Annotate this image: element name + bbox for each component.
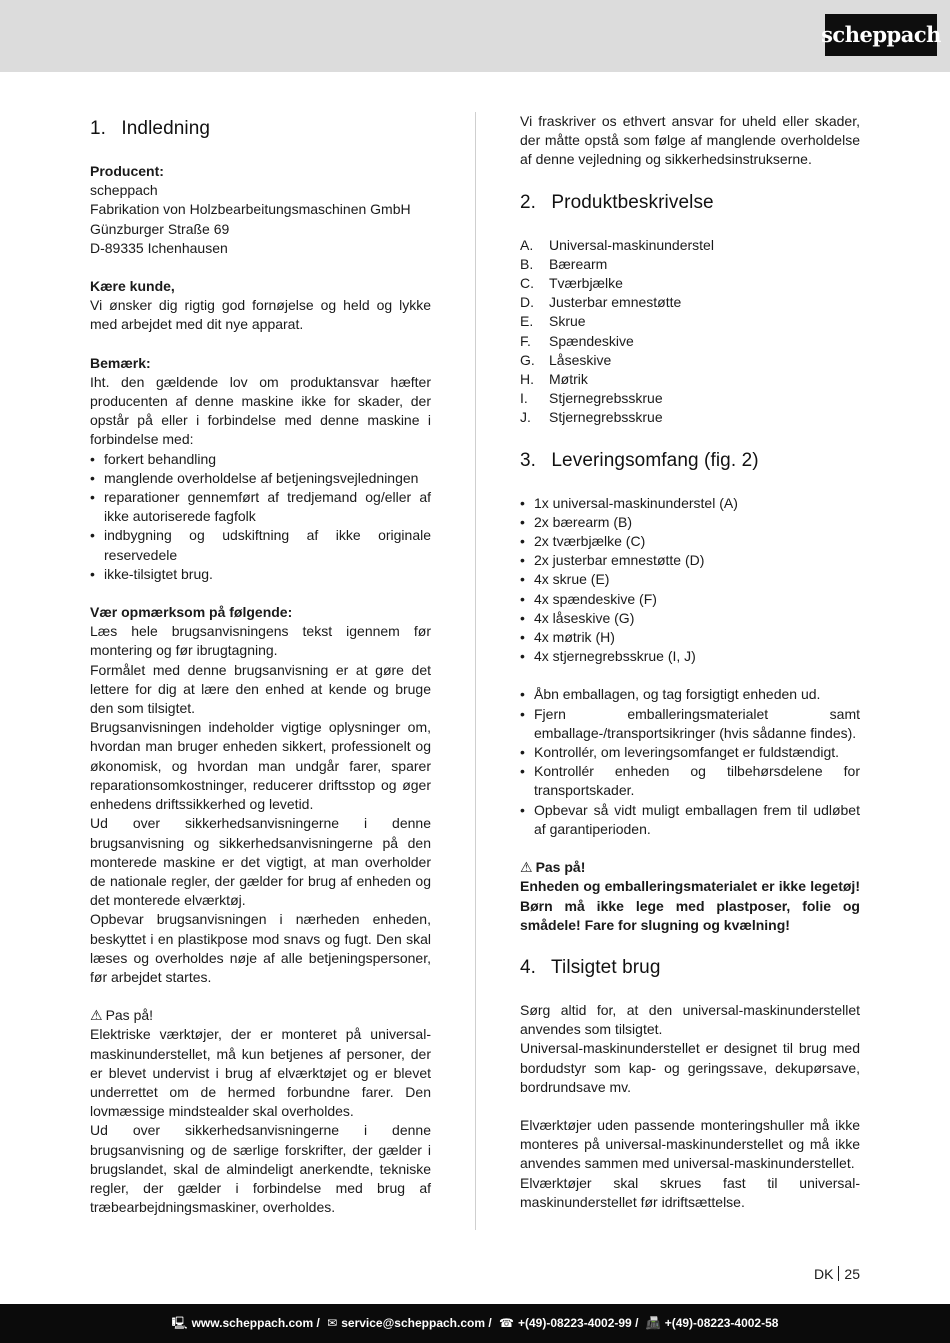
list-item: • 4x møtrik (H)	[520, 628, 860, 647]
part-letter: J.	[520, 409, 531, 426]
attention-paragraph: Læs hele brugsanvisningens tekst igennem før montering og før ibrugtagning.	[90, 623, 431, 659]
warning-paragraph: Ud over sikkerhedsanvisningerne i denne brugsanvisning og de særlige forskrifter, der gælder i brugslandet, skal de almindeligt anerkendte, tekniske regler, der gælder i forbindelse med brug af træbearbejdningsmaskiner, overholdes.	[90, 1122, 431, 1216]
page-language: DK	[813, 1266, 834, 1282]
right-column	[520, 112, 860, 1212]
list-item: • 2x tværbjælke (C)	[520, 532, 860, 551]
warning-triangle-icon: ⚠	[90, 1007, 103, 1024]
disclaimer-text: Vi fraskriver os ethvert ansvar for uheld eller skader, der måtte opstå som følge af manglende overholdelse af denne vejledning og sikkerhedsinstrukserne.	[520, 113, 860, 168]
footer-website: www.scheppach.com /	[191, 1315, 320, 1330]
header-band	[0, 0, 950, 72]
part-name: Skrue	[549, 313, 586, 330]
warning-label: Pas på!	[535, 859, 586, 876]
part-name: Bærearm	[549, 255, 608, 272]
computer-icon: 🖳	[171, 1315, 188, 1330]
list-item: • forkert behandling	[90, 450, 431, 469]
producer-label: Producent:	[90, 163, 164, 179]
intended-use-paragraph: Elværktøjer skal skrues fast til universal-maskinunderstellet før idriftsættelse.	[520, 1174, 860, 1210]
part-letter: F.	[520, 332, 531, 349]
list-item: • indbygning og udskiftning af ikke originale reservedele	[90, 526, 431, 564]
list-item: • ikke-tilsigtet brug.	[90, 565, 431, 584]
part-letter: G.	[520, 351, 535, 368]
list-item: • Kontrollér, om leveringsomfanget er fuldstændigt.	[520, 743, 860, 762]
section-3-title: Leveringsomfang (fig. 2)	[551, 449, 759, 471]
attention-paragraph: Formålet med denne brugsanvisning er at gøre det lettere for dig at lære den enhed at kende og bruge den som tilsigtet.	[90, 661, 431, 717]
section-1-number: 1.	[90, 118, 107, 139]
dear-customer-label: Kære kunde,	[90, 278, 175, 295]
producer-line: Günzburger Straße 69	[90, 220, 230, 237]
warning-label: Pas på!	[105, 1007, 154, 1024]
attention-label: Vær opmærksom på følgende:	[90, 604, 293, 621]
part-letter: D.	[520, 294, 534, 311]
list-item: • reparationer gennemført af tredjemand og/eller af ikke autoriserede fagfolk	[90, 488, 431, 526]
part-name: Justerbar emnestøtte	[549, 294, 682, 311]
part-letter: I.	[520, 390, 528, 407]
attention-paragraph: Ud over sikkerhedsanvisningerne i denne brugsanvisning og sikkerhedsanvisningerne på den monterede maskine er det vigtigt, at man overholder de nationale regler, der gælder for brug af enheden og det monterede elværktøj.	[90, 815, 431, 909]
attention-paragraph: Brugsanvisningen indeholder vigtige oplysninger om, hvordan man bruger enheden sikkert, professionelt og økonomisk, og hvordan man undgår farer, sparer reparationsomkostninger, reducerer driftsstop og øger enhedens driftssikkerhed og levetid.	[90, 719, 431, 813]
part-name: Stjernegrebsskrue	[549, 409, 663, 426]
delivery-list	[520, 494, 860, 667]
section-2-title: Produktbeskrivelse	[551, 191, 714, 213]
list-item	[520, 408, 860, 427]
part-letter: C.	[520, 275, 534, 292]
note-label: Bemærk:	[90, 354, 151, 371]
list-item	[520, 332, 860, 351]
list-item	[520, 293, 860, 312]
part-letter: H.	[520, 371, 534, 388]
part-name: Spændeskive	[549, 332, 634, 349]
list-item	[520, 274, 860, 293]
warning-heading	[520, 858, 860, 877]
list-item	[520, 370, 860, 389]
producer-line: D-89335 Ichenhausen	[90, 239, 228, 256]
part-name: Tværbjælke	[549, 275, 623, 292]
page-number-value: 25	[844, 1266, 860, 1282]
list-item: • 4x låseskive (G)	[520, 609, 860, 628]
part-letter: B.	[520, 255, 534, 272]
list-item	[520, 351, 860, 370]
producer-line: Fabrikation von Holzbearbeitungsmaschinen GmbH	[90, 201, 411, 218]
part-name: Låseskive	[549, 351, 612, 368]
section-1-title: Indledning	[121, 118, 211, 139]
part-letter: A.	[520, 236, 534, 253]
section-4-title: Tilsigtet brug	[551, 956, 661, 978]
intended-use-paragraph: Universal-maskinunderstellet er designet til brug med bordudstyr som kap- og geringssave, dekupørsave, bordrundsave mv.	[520, 1040, 860, 1095]
list-item: • Opbevar så vidt muligt emballagen frem til udløbet af garantiperioden.	[520, 801, 860, 839]
mail-icon: ✉	[327, 1315, 338, 1330]
page-number	[814, 1265, 860, 1284]
part-name: Stjernegrebsskrue	[549, 390, 663, 407]
list-item: • 2x justerbar emnestøtte (D)	[520, 551, 860, 570]
list-item: • 4x spændeskive (F)	[520, 590, 860, 609]
note-text: Iht. den gældende lov om produktansvar hæfter producenten af denne maskine ikke for skader, der opstår på eller i forbindelse med denne maskine i forbindelse med:	[90, 373, 431, 448]
page-separator	[838, 1266, 839, 1281]
warning-paragraph: Elektriske værktøjer, der er monteret på universal-maskinunderstellet, må kun betjenes af personer, der er blevet undervist i brug af elværktøjet og er blevet underrettet om de hermed forbundne farer. Den lovmæssige mindstealder skal overholdes.	[90, 1026, 431, 1120]
section-2-number: 2.	[520, 191, 537, 213]
left-column	[90, 112, 431, 1217]
list-item	[520, 255, 860, 274]
producer-line: scheppach	[90, 182, 158, 199]
list-item: • 1x universal-maskinunderstel (A)	[520, 494, 860, 513]
list-item: • 4x skrue (E)	[520, 570, 860, 589]
warning-heading	[90, 1006, 431, 1025]
footer-phone: +(49)-08223-4002-99 /	[517, 1315, 639, 1330]
list-item: • manglende overholdelse af betjeningsvejledningen	[90, 469, 431, 488]
list-item: • Åbn emballagen, og tag forsigtigt enheden ud.	[520, 685, 860, 704]
note-list	[90, 450, 431, 584]
part-name: Møtrik	[549, 371, 588, 388]
phone-icon: ☎	[499, 1315, 514, 1330]
footer-fax: +(49)-08223-4002-58	[664, 1315, 779, 1330]
column-divider	[475, 112, 476, 1230]
section-3-heading	[520, 448, 860, 474]
list-item: • 2x bærearm (B)	[520, 513, 860, 532]
list-item	[520, 236, 860, 255]
attention-paragraph: Opbevar brugsanvisningen i nærheden enheden, beskyttet i en plastikpose mod snavs og fugt. Den skal læses og overholdes nøje af alle betjeningspersoner, før arbejdet startes.	[90, 911, 431, 985]
parts-list	[520, 236, 860, 428]
warning-triangle-icon: ⚠	[520, 859, 533, 876]
section-4-heading	[520, 955, 860, 981]
scheppach-logo: scheppach	[825, 14, 937, 56]
list-item: • Kontrollér enheden og tilbehørsdelene for transportskader.	[520, 762, 860, 800]
unpack-list	[520, 685, 860, 839]
warning-text: Enheden og emballeringsmaterialet er ikke legetøj! Børn må ikke lege med plastposer, folie og smådele! Fare for slugning og kvælning!	[520, 878, 860, 933]
footer-contact-bar	[0, 1304, 950, 1343]
intended-use-paragraph: Sørg altid for, at den universal-maskinunderstellet anvendes som tilsigtet.	[520, 1001, 860, 1038]
intended-use-paragraph: Elværktøjer uden passende monteringshuller må ikke monteres på universal-maskinunderstellet og må ikke anvendes sammen med universal-maskinunderstellet.	[520, 1116, 860, 1172]
part-letter: E.	[520, 313, 534, 330]
list-item	[520, 312, 860, 331]
footer-email: service@scheppach.com /	[341, 1315, 492, 1330]
dear-customer-text: Vi ønsker dig rigtig god fornøjelse og held og lykke med arbejdet med dit nye apparat.	[90, 297, 431, 333]
part-name: Universal-maskinunderstel	[549, 236, 714, 253]
list-item	[520, 389, 860, 408]
section-1-heading	[90, 116, 431, 142]
list-item: • Fjern emballeringsmaterialet samt emballage-/transportsikringer (hvis sådanne findes).	[520, 705, 860, 743]
section-4-number: 4.	[520, 956, 537, 978]
section-2-heading	[520, 190, 860, 216]
section-3-number: 3.	[520, 449, 537, 471]
fax-icon: 📠	[645, 1315, 661, 1330]
list-item: • 4x stjernegrebsskrue (I, J)	[520, 647, 860, 666]
